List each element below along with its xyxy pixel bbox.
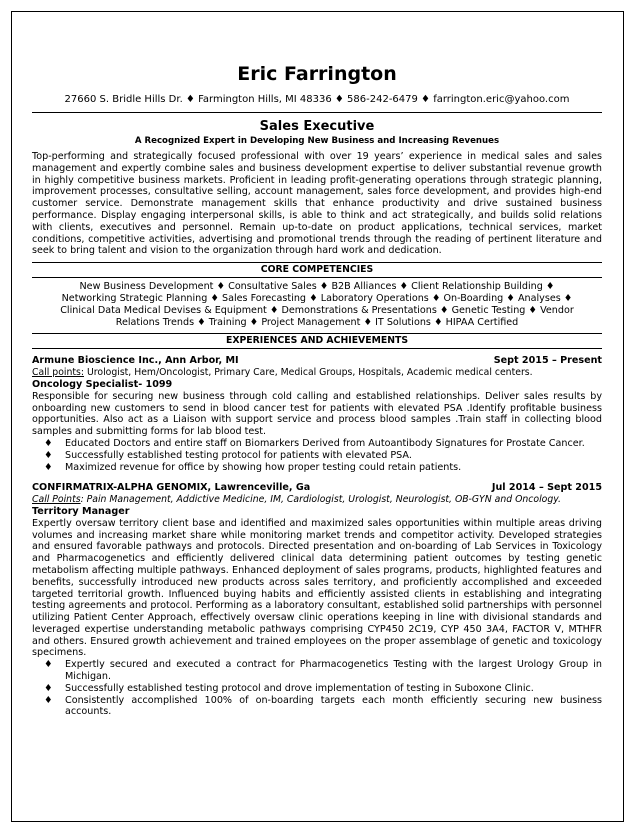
core-competencies-list	[32, 281, 602, 328]
role-title: Sales Executive	[259, 119, 375, 134]
competency-line: Relations Trends ♦ Training ♦ Project Management ♦ IT Solutions ♦ HIPAA Certified	[115, 316, 519, 328]
competency-line: Clinical Data Medical Devises & Equipment ♦ Demonstrations & Presentations ♦ Genetic Testing ♦ Vendor	[60, 304, 574, 316]
achievement-item	[32, 450, 602, 462]
diamond-bullet-icon: ♦	[44, 694, 53, 706]
achievement-text: Successfully established testing protocol and drove implementation of testing in Suboxone Clinic.	[65, 682, 534, 694]
call-points	[32, 494, 602, 506]
company-name: CONFIRMATRIX-ALPHA GENOMIX, Lawrenceville, Ga	[32, 482, 311, 494]
job-header	[32, 482, 602, 494]
diamond-bullet-icon: ♦	[44, 461, 53, 473]
job-title: Oncology Specialist- 1099	[32, 378, 173, 390]
achievement-text: Successfully established testing protocol for patients with elevated PSA.	[65, 449, 412, 461]
core-competencies-heading: CORE COMPETENCIES	[32, 262, 602, 278]
job-description: Responsible for securing new business through cold calling and established relationships. Deliver sales results by onboarding new customers to send in blood cancer test for patients with elevated PSA .Identify profitable business opportunities. Also act as a Liaison with support service and process blood samples .Train staff in collecting blood samples and submitting forms for lab blood test.	[32, 390, 602, 438]
achievement-text: Maximized revenue for office by showing how proper testing could retain patients.	[65, 461, 462, 473]
achievement-item	[32, 462, 602, 474]
resume-content	[32, 62, 602, 718]
header-divider	[32, 112, 602, 113]
achievement-text: Educated Doctors and entire staff on Biomarkers Derived from Autoantibody Signatures for Prostate Cancer.	[65, 437, 585, 449]
achievement-list	[32, 659, 602, 718]
resume-page	[11, 11, 624, 822]
achievement-item	[32, 659, 602, 683]
job-dates: Sept 2015 – Present	[493, 355, 602, 367]
achievement-item	[32, 438, 602, 450]
diamond-bullet-icon: ♦	[44, 437, 53, 449]
job-title: Territory Manager	[32, 505, 130, 517]
candidate-name: Eric Farrington	[237, 63, 397, 85]
job-entry	[32, 355, 602, 473]
achievement-text: Expertly secured and executed a contract for Pharmacogenetics Testing with the largest Urology Group in Michigan.	[65, 659, 602, 683]
achievement-item	[32, 695, 602, 719]
contact-line: 27660 S. Bridle Hills Dr. ♦ Farmington Hills, MI 48336 ♦ 586-242-6479 ♦ farrington.eric@yahoo.com	[64, 94, 570, 105]
competency-line: New Business Development ♦ Consultative Sales ♦ B2B Alliances ♦ Client Relationship Building ♦	[79, 281, 555, 293]
call-points-text: : Pain Management, Addictive Medicine, IM, Cardiologist, Urologist, Neurologist, OB-GYN and Oncology.	[80, 494, 562, 506]
competency-line: Networking Strategic Planning ♦ Sales Forecasting ♦ Laboratory Operations ♦ On-Boarding ♦ Analyses ♦	[61, 292, 573, 304]
job-header	[32, 355, 602, 367]
call-points-label: Call Points	[32, 494, 81, 506]
call-points-label: Call points:	[32, 367, 84, 379]
experience-heading: EXPERIENCES AND ACHIEVEMENTS	[32, 333, 602, 349]
job-dates: Jul 2014 – Sept 2015	[491, 482, 602, 494]
achievement-list	[32, 438, 602, 473]
diamond-bullet-icon: ♦	[44, 682, 53, 694]
professional-summary: Top-performing and strategically focused professional with over 19 years’ experience in medical sales and sales management and expertly combine sales and business development expertise to deliver substantial revenue growth in highly competitive business markets. Proficient in leading profit-generating operations through strategic planning, improvement processes, consultative selling, account management, sales force development, and provides high-end customer service. Demonstrate management skills that enhance productivity and drive sustained business performance. Display engaging interpersonal skills, is able to think and act strategically, and builds solid relations with clients, executives and personnel. Remain up-to-date on product applications, technical services, market conditions, competitive activities, advertising and promotional trends through the reading of pertinent literature and seek to bring talent and vision to the organization through hard work and dedication.	[32, 151, 602, 257]
achievement-text: Consistently accomplished 100% of on-boarding targets each month efficiently securing new business accounts.	[65, 694, 602, 718]
company-name: Armune Bioscience Inc., Ann Arbor, MI	[32, 355, 239, 367]
achievement-item	[32, 683, 602, 695]
job-description: Expertly oversaw territory client base and identified and maximized sales opportunities within multiple areas driving volumes and increasing market share while monitoring market trends and competitor activity. Developed strategies and ensured favorable pathways and protocols. Directed presentation and on-boarding of Lab Services in Toxicology and Pharmacogenetics and efficiently delivered clinical data determining patient outcomes by testing genetic metabolism affecting multiple pathways. Enhanced deployment of sales programs, products, highlighted features and benefits, successfully introduced new products across sales territory, and proficiently accomplished and exceeded targeted territorial growth. Influenced buying habits and efficiently assisted clients in establishing and integrating testing agreements and protocol. Performing as a laboratory consultant, established solid partnerships with personnel utilizing Patient Center Approach, effectively oversaw clinic operations keeping in line with divisional standards and leveraged expertise understanding metabolic pathways comprising CYP450 2C19, CYP 450 3A4, FACTOR V, MTHFR and others. Ensured growth achievement and trained employees on the proper assemblage of genetic and toxicology specimens.	[32, 517, 602, 659]
diamond-bullet-icon: ♦	[44, 449, 53, 461]
call-points	[32, 367, 602, 379]
job-entry	[32, 482, 602, 718]
call-points-text: Urologist, Hem/Oncologist, Primary Care, Medical Groups, Hospitals, Academic medical centers.	[84, 367, 533, 379]
diamond-bullet-icon: ♦	[44, 659, 53, 671]
role-tagline: A Recognized Expert in Developing New Business and Increasing Revenues	[134, 136, 500, 146]
